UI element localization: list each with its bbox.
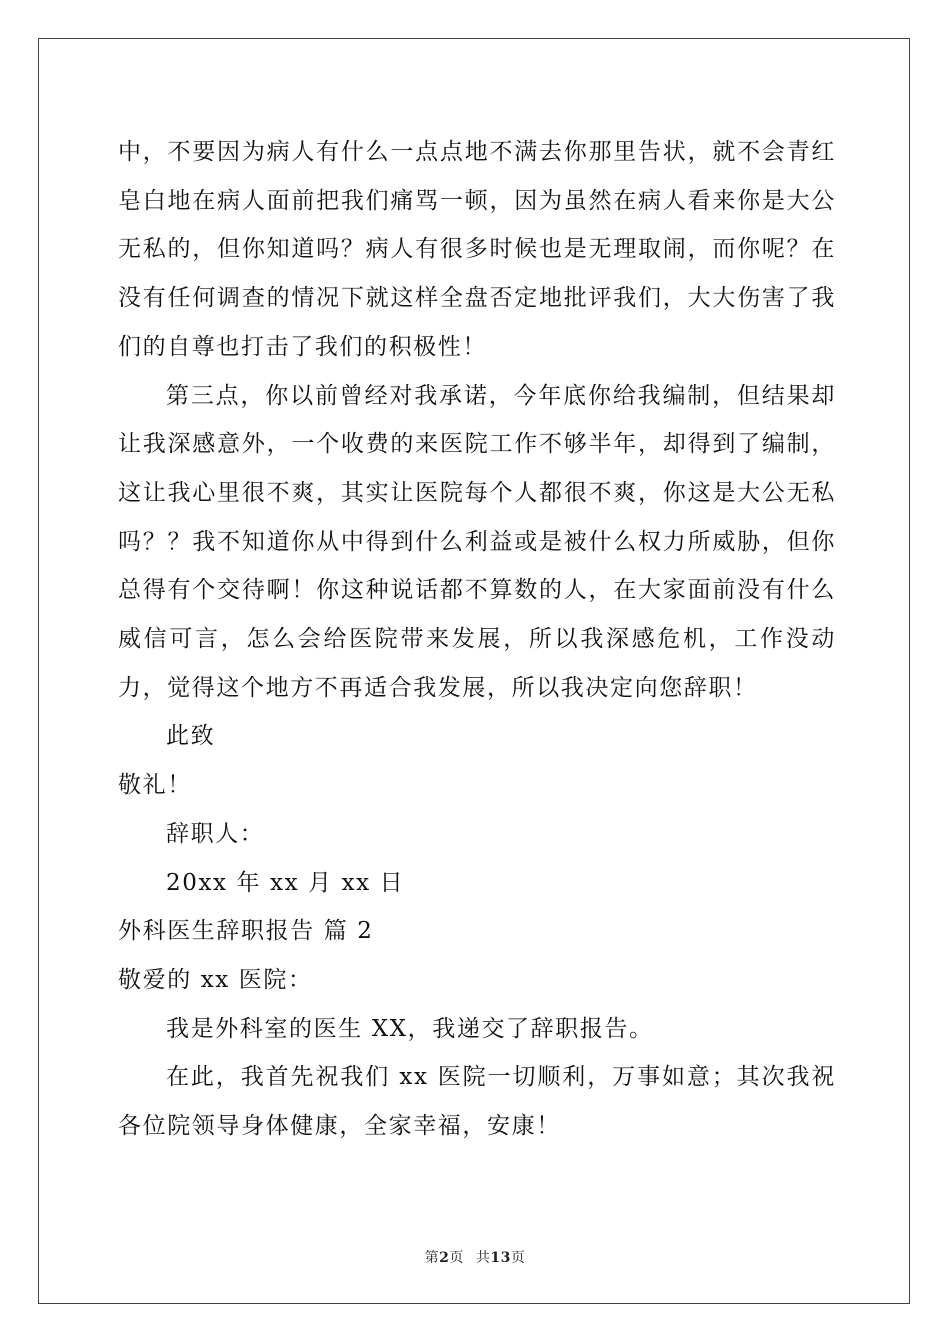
section-title: 外科医生辞职报告 篇 2 [118,918,374,945]
paragraph-intro: 我是外科室的医生 XX，我递交了辞职报告。 [166,1015,654,1042]
page-prefix: 第 [424,1250,440,1266]
paragraph-third-point: 第三点，你以前曾经对我承诺，今年底你给我编制，但结果却让我深感意外，一个收费的来医院工作不够半年，却得到了编制，这让我心里很不爽，其实让医院每个人都很不爽，你这是大公无私吗？？我不知道你从中得到什么利益或是被什么权力所威胁，但你总得有个交待啊！你这种说话都不算数的人，在大家面前没有什么威信可言，怎么会给医院带来发展，所以我深感危机，工作没动力，觉得这个地方不再适合我发展，所以我决定向您辞职！ [118,382,836,701]
page-number: 2 [439,1250,450,1266]
closing-salutation: 此致 [166,723,216,750]
closing-regards: 敬礼！ [118,772,192,799]
paragraph-wishes: 在此，我首先祝我们 xx 医院一切顺利，万事如意；其次我祝各位院领导身体健康，全家幸福，安康！ [118,1064,836,1140]
letter-greeting: 敬爱的 xx 医院： [118,966,313,993]
signature-date: 20xx 年 xx 月 xx 日 [166,869,405,896]
document-body [118,128,836,1151]
page-footer [0,1247,950,1267]
page-suffix: 页 [449,1250,464,1266]
total-suffix: 页 [510,1250,526,1266]
signature-label: 辞职人： [166,820,265,847]
total-pages: 13 [490,1250,511,1266]
total-prefix: 共 [475,1250,491,1266]
paragraph-continued: 中，不要因为病人有什么一点点地不满去你那里告状，就不会青红皂白地在病人面前把我们痛骂一顿，因为虽然在病人看来你是大公无私的，但你知道吗？病人有很多时候也是无理取闹，而你呢？在没有任何调查的情况下就这样全盘否定地批评我们，大大伤害了我们的自尊也打击了我们的积极性！ [118,139,836,360]
